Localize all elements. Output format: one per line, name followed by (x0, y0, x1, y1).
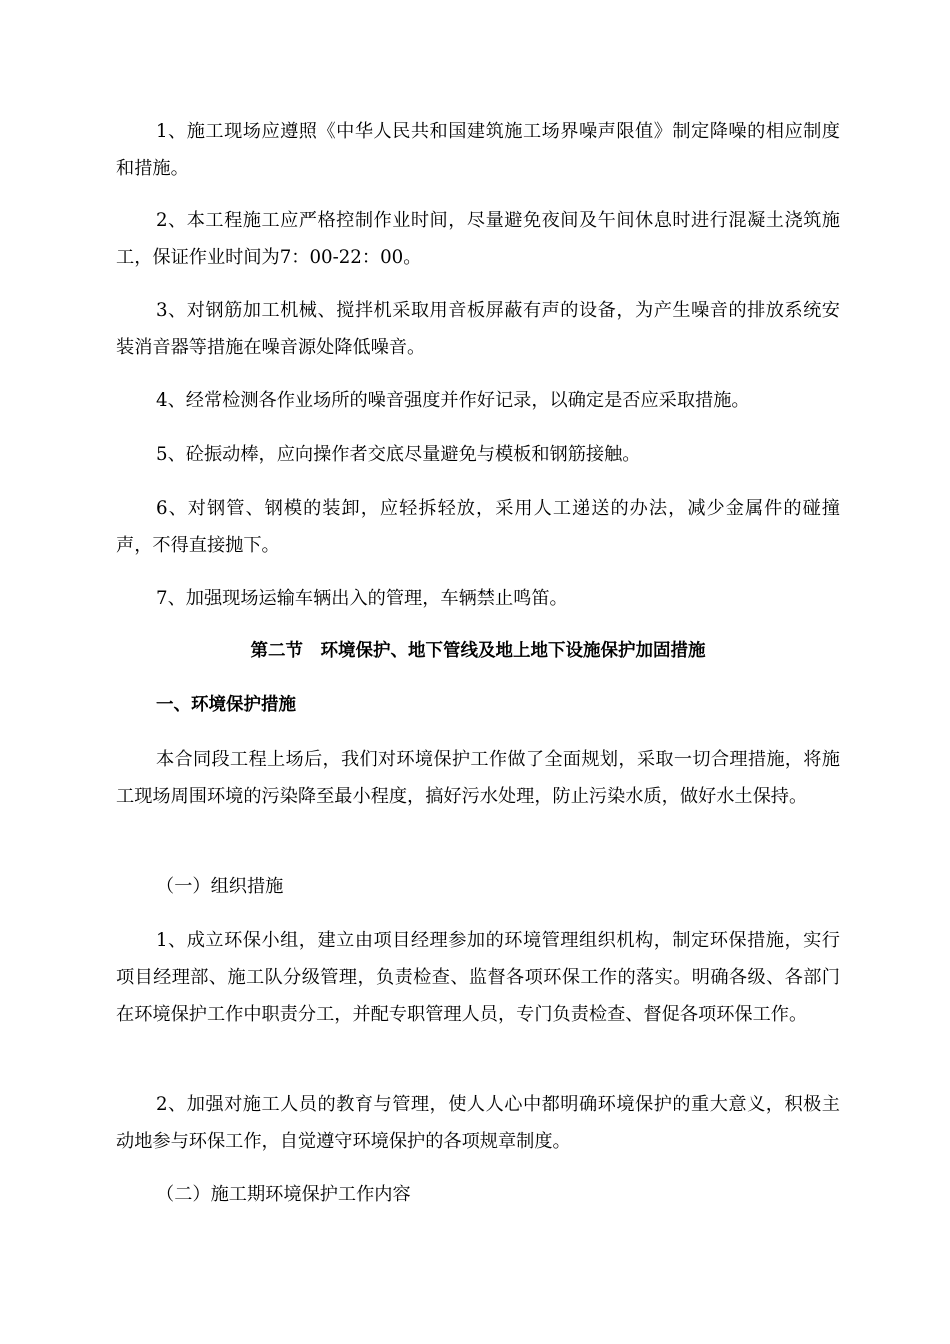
noise-item-6: 6、对钢管、钢模的装卸，应轻拆轻放，采用人工递送的办法，减少金属件的碰撞声，不得直接抛下。 (116, 498, 840, 556)
noise-item-1: 1、施工现场应遵照《中华人民共和国建筑施工场界噪声限值》制定降噪的相应制度和措施。 (116, 121, 840, 179)
org-item-2: 2、加强对施工人员的教育与管理，使人人心中都明确环境保护的重大意义，积极主动地参与环保工作，自觉遵守环境保护的各项规章制度。 (116, 1094, 840, 1152)
noise-item-2: 2、本工程施工应严格控制作业时间，尽量避免夜间及午间休息时进行混凝土浇筑施工，保证作业时间为7：00-22：00。 (116, 210, 840, 268)
subheading-organization: （一）组织措施 (156, 876, 284, 897)
intro-paragraph: 本合同段工程上场后，我们对环境保护工作做了全面规划，采取一切合理措施，将施工现场周围环境的污染降至最小程度，搞好污水处理，防止污染水质，做好水土保持。 (116, 749, 840, 807)
org-item-1: 1、成立环保小组，建立由项目经理参加的环境管理组织机构，制定环保措施，实行项目经理部、施工队分级管理，负责检查、监督各项环保工作的落实。明确各级、各部门在环境保护工作中职责分工，并配专职管理人员，专门负责检查、督促各项环保工作。 (116, 930, 840, 1025)
subheading-construction-period: （二）施工期环境保护工作内容 (156, 1184, 411, 1205)
noise-item-7: 7、加强现场运输车辆出入的管理，车辆禁止鸣笛。 (156, 588, 568, 609)
noise-item-5: 5、砼振动棒，应向操作者交底尽量避免与模板和钢筋接触。 (156, 444, 641, 465)
noise-item-4: 4、经常检测各作业场所的噪音强度并作好记录，以确定是否应采取措施。 (156, 390, 750, 411)
heading-environment-measures: 一、环境保护措施 (156, 695, 296, 715)
section-title: 第二节 环境保护、地下管线及地上地下设施保护加固措施 (250, 641, 706, 661)
noise-item-3: 3、对钢筋加工机械、搅拌机采取用音板屏蔽有声的设备，为产生噪音的排放系统安装消音器等措施在噪音源处降低噪音。 (116, 300, 840, 358)
